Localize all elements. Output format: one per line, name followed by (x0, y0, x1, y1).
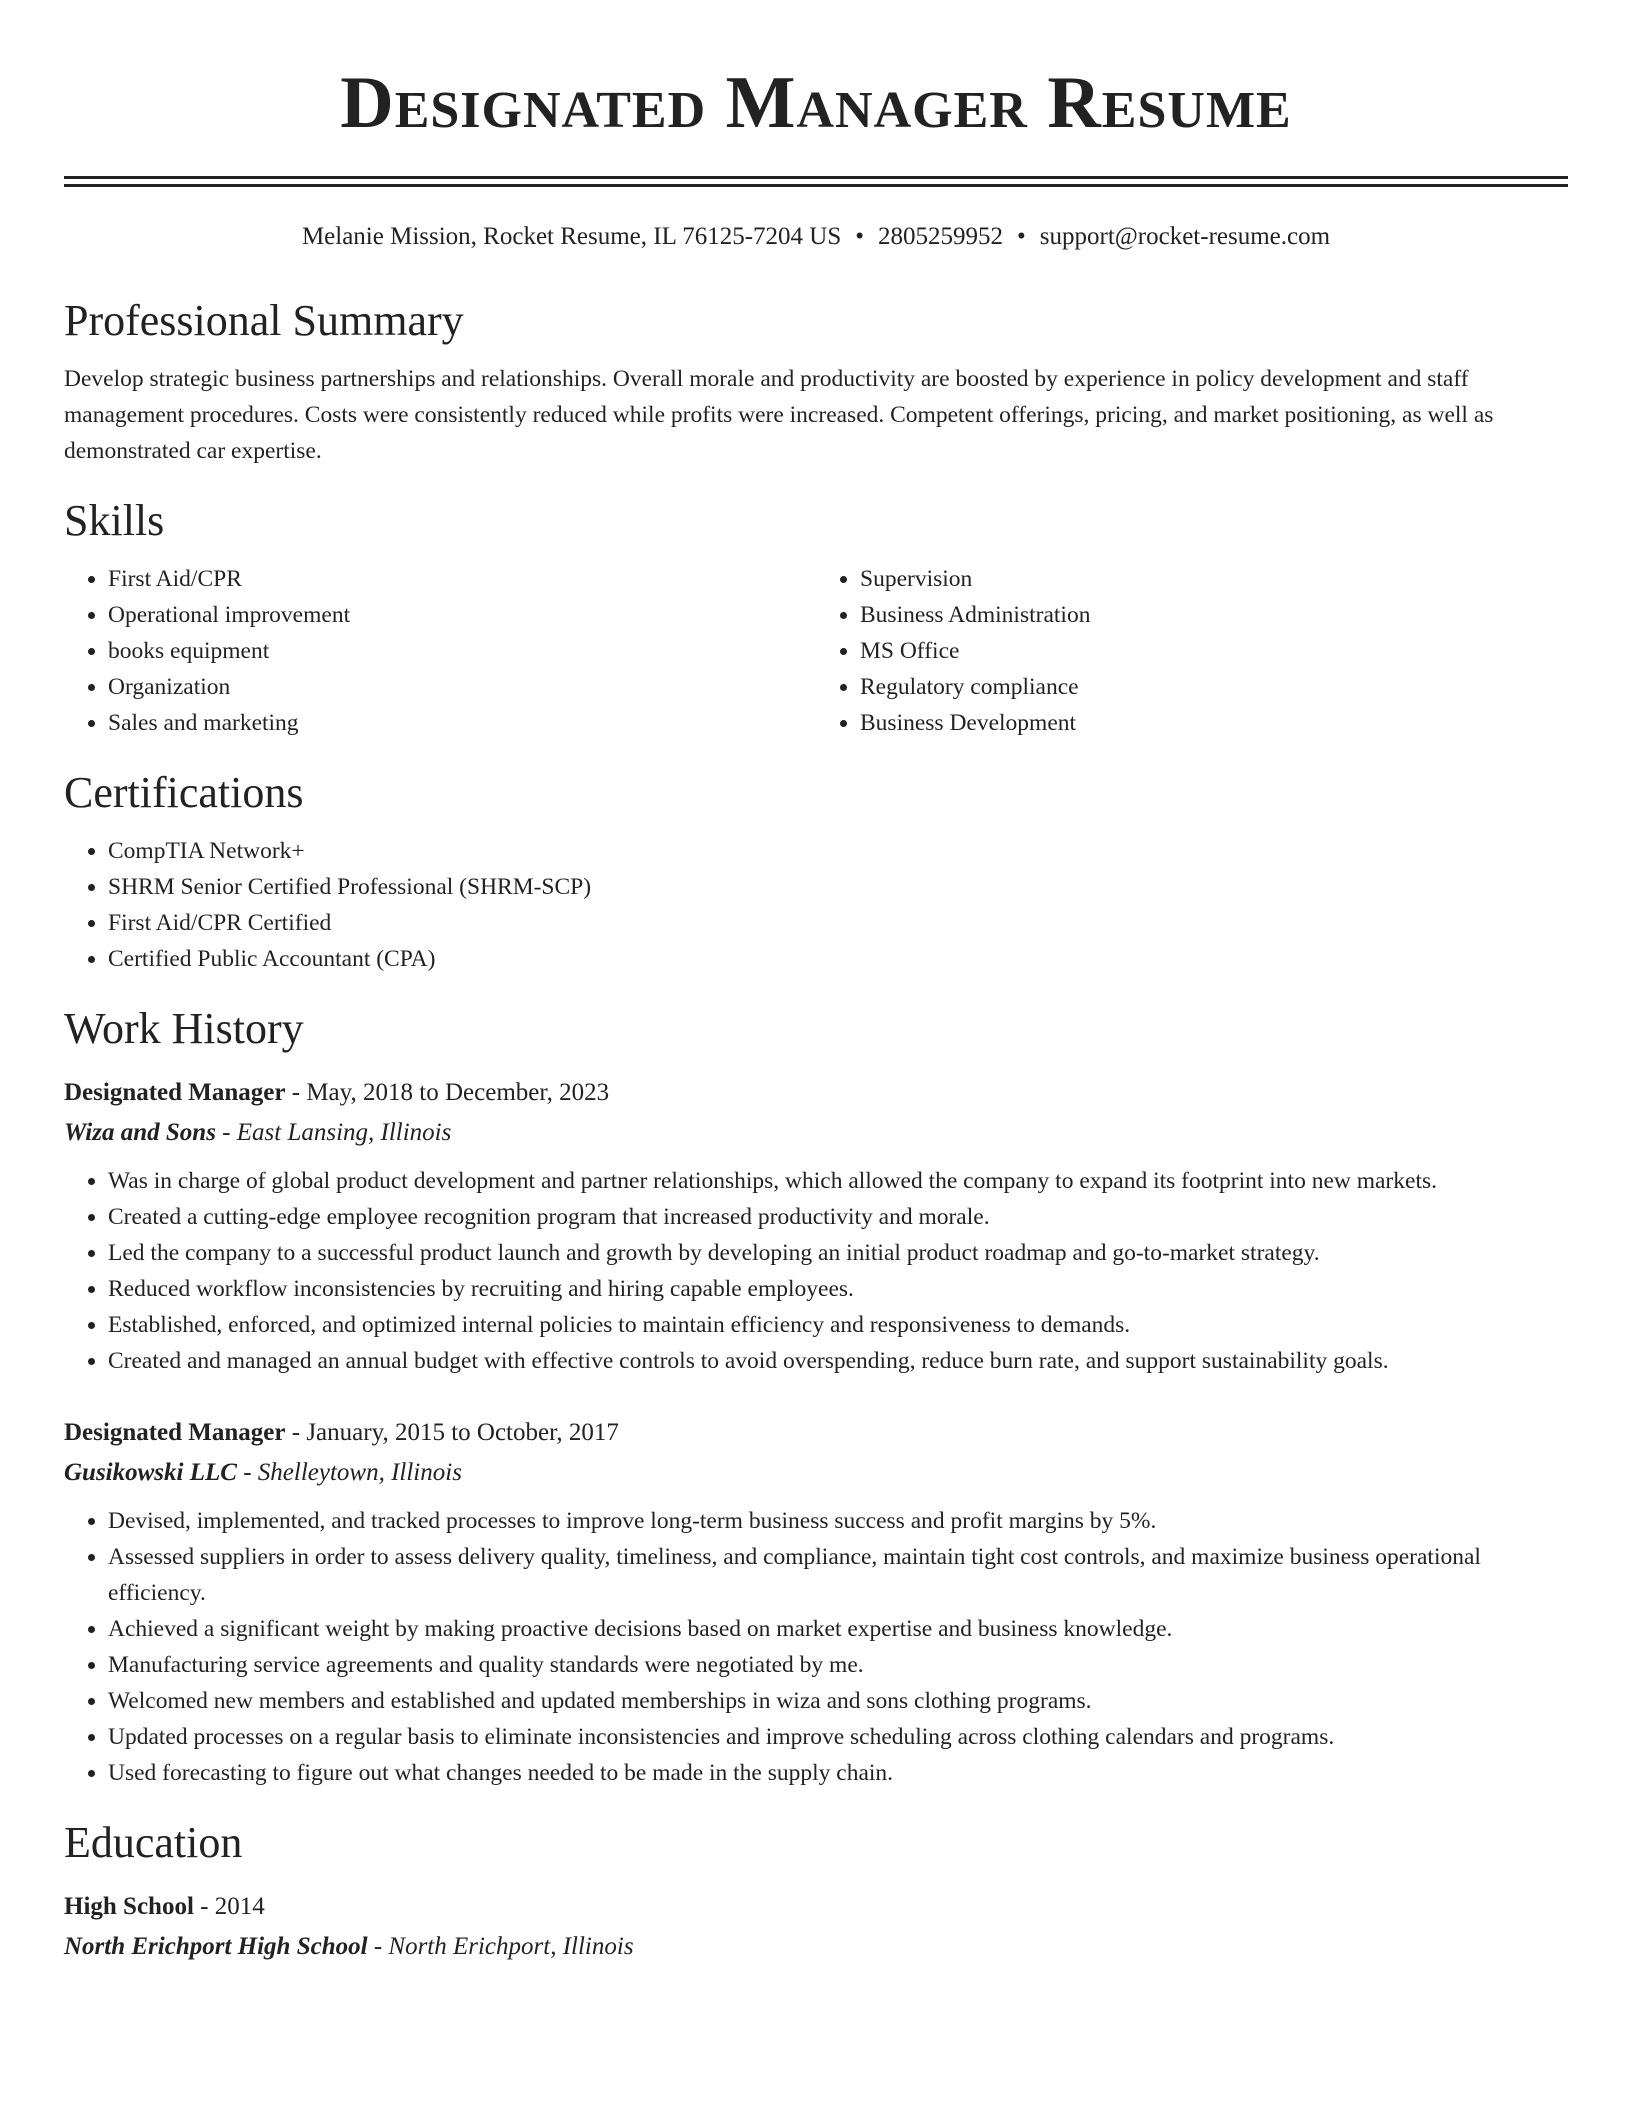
education-heading: Education (64, 1818, 243, 1867)
contact-address: Melanie Mission, Rocket Resume, IL 76125-7204 US (301, 223, 842, 250)
contact-email: support@rocket-resume.com (1039, 223, 1331, 250)
skill-item: • Operational improvement (108, 597, 816, 633)
job-dates: - January, 2015 to October, 2017 (285, 1419, 619, 1446)
job-location: - Shelleytown, Illinois (236, 1459, 462, 1486)
skill-item: • Supervision (860, 561, 1568, 597)
skill-item: • Business Development (860, 705, 1568, 741)
summary-text: Develop strategic business partnerships and relationships. Overall morale and productivity are boosted by experience in policy development and staff management procedures. Costs were consistently reduced while profits were increased. Competent offerings, pricing, and market positioning, as well as demonstrated car expertise. (64, 366, 1494, 464)
job-bullet: • Manufacturing service agreements and quality standards were negotiated by me. (108, 1647, 1568, 1683)
job-company: Gusikowski LLC (64, 1459, 237, 1486)
skill-item: • Sales and marketing (108, 705, 816, 741)
work-history-heading: Work History (64, 1004, 304, 1053)
education-degree-line (64, 1887, 1568, 1927)
job-bullet: • Reduced workflow inconsistencies by recruiting and hiring capable employees. (108, 1271, 1568, 1307)
skills-column-left (64, 561, 816, 741)
job-bullet: • Led the company to a successful product launch and growth by developing an initial product roadmap and go-to-market strategy. (108, 1235, 1568, 1271)
page-title: Designated Manager Resume (340, 62, 1292, 144)
contact-separator: • (1017, 223, 1026, 250)
job-title-line (64, 1413, 1568, 1453)
job-bullet: • Was in charge of global product development and partner relationships, which allowed the company to expand its footprint into new markets. (108, 1163, 1568, 1199)
skill-item: • Regulatory compliance (860, 669, 1568, 705)
certification-item: • SHRM Senior Certified Professional (SHRM-SCP) (108, 869, 1568, 905)
title-divider (64, 176, 1568, 187)
job-company: Wiza and Sons (64, 1119, 216, 1146)
education-location: - North Erichport, Illinois (367, 1933, 634, 1960)
contact-line (64, 221, 1568, 253)
job-dates: - May, 2018 to December, 2023 (285, 1079, 610, 1106)
skills-heading: Skills (64, 496, 165, 545)
job-entry (64, 1073, 1568, 1379)
job-title: Designated Manager (64, 1079, 286, 1106)
certification-item: • CompTIA Network+ (108, 833, 1568, 869)
certification-item: • Certified Public Accountant (CPA) (108, 941, 1568, 977)
summary-heading: Professional Summary (64, 296, 464, 345)
skill-item: • Organization (108, 669, 816, 705)
job-bullet: • Achieved a significant weight by making proactive decisions based on market expertise and business knowledge. (108, 1611, 1568, 1647)
job-bullet: • Updated processes on a regular basis to eliminate inconsistencies and improve scheduling across clothing calendars and programs. (108, 1719, 1568, 1755)
job-bullet: • Welcomed new members and established and updated memberships in wiza and sons clothing programs. (108, 1683, 1568, 1719)
job-bullets (64, 1163, 1568, 1379)
skills-list (64, 561, 1568, 741)
skill-item: • books equipment (108, 633, 816, 669)
skill-item: • MS Office (860, 633, 1568, 669)
certifications-list (64, 833, 1568, 977)
job-bullets (64, 1503, 1568, 1791)
skill-item: • First Aid/CPR (108, 561, 816, 597)
education-school-line (64, 1927, 1568, 1967)
contact-separator: • (855, 223, 864, 250)
job-location: - East Lansing, Illinois (215, 1119, 452, 1146)
contact-phone: 2805259952 (878, 223, 1003, 250)
education-school: North Erichport High School (64, 1933, 368, 1960)
education-entry (64, 1887, 1568, 1967)
education-degree: High School (64, 1893, 194, 1920)
job-title: Designated Manager (64, 1419, 286, 1446)
job-bullet: • Used forecasting to figure out what changes needed to be made in the supply chain. (108, 1755, 1568, 1791)
certification-item: • First Aid/CPR Certified (108, 905, 1568, 941)
job-company-line (64, 1113, 1568, 1153)
job-entry (64, 1413, 1568, 1791)
certifications-heading: Certifications (64, 768, 304, 817)
job-bullet: • Created a cutting-edge employee recognition program that increased productivity and morale. (108, 1199, 1568, 1235)
job-bullet: • Assessed suppliers in order to assess delivery quality, timeliness, and compliance, maintain tight cost controls, and maximize business operational efficiency. (108, 1539, 1568, 1611)
skills-column-right (816, 561, 1568, 741)
education-year: - 2014 (193, 1893, 265, 1920)
job-bullet: • Established, enforced, and optimized internal policies to maintain efficiency and responsiveness to demands. (108, 1307, 1568, 1343)
job-title-line (64, 1073, 1568, 1113)
job-company-line (64, 1453, 1568, 1493)
job-bullet: • Created and managed an annual budget with effective controls to avoid overspending, reduce burn rate, and support sustainability goals. (108, 1343, 1568, 1379)
skill-item: • Business Administration (860, 597, 1568, 633)
job-bullet: • Devised, implemented, and tracked processes to improve long-term business success and profit margins by 5%. (108, 1503, 1568, 1539)
